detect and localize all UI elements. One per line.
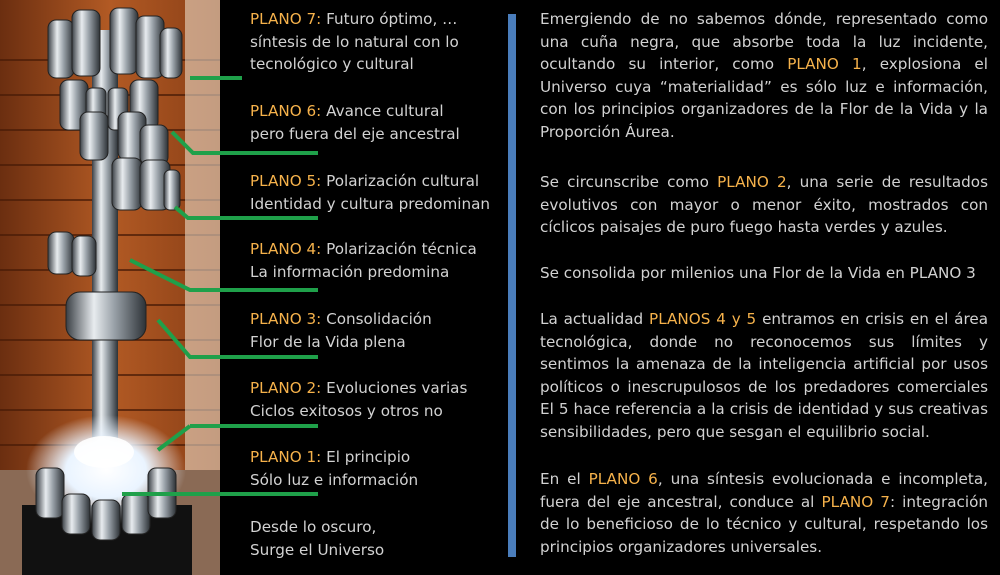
paragraph-text: Se circunscribe como [540, 173, 718, 191]
vertical-divider [508, 14, 516, 557]
highlight-text: PLANO 2 [717, 173, 787, 191]
paragraph-plano-2 [540, 171, 988, 239]
highlight-text: PLANO 1 [787, 55, 862, 73]
paragraph-plano-1 [540, 8, 988, 143]
label-line: Ciclos exitosos y otros no [250, 401, 443, 420]
label-title: Avance cultural [321, 102, 444, 120]
plano-5-label [250, 170, 490, 215]
label-line: pero fuera del eje ancestral [250, 124, 460, 143]
label-title: Consolidación [321, 310, 432, 328]
label-line: Flor de la Vida plena [250, 332, 406, 351]
label-title: Polarización cultural [321, 172, 480, 190]
label-title: Futuro óptimo, … [321, 10, 458, 28]
paragraph-planos-6-7 [540, 468, 988, 558]
plano-number: PLANO 6: [250, 102, 322, 120]
paragraph-planos-4-5 [540, 308, 988, 443]
label-line: Desde lo oscuro, [250, 518, 377, 536]
label-line: Identidad y cultura predominan [250, 194, 491, 213]
plano-3-label [250, 308, 432, 353]
plano-number: PLANO 1: [250, 448, 322, 466]
paragraph-plano-3 [540, 262, 988, 285]
highlight-text: PLANOS 4 y 5 [649, 310, 757, 328]
paragraph-text: Emergiendo de no sabemos dónde, representado como una cuña negra, que absorbe toda la luz incidente, ocultando su interior, como [540, 10, 988, 73]
plano-7-label [250, 8, 459, 76]
paragraph-text: , una síntesis evolucionada e incompleta, fuera del eje ancestral, conduce al [540, 470, 988, 511]
label-title: Polarización técnica [321, 240, 477, 258]
label-line: Sólo luz e información [250, 470, 419, 489]
plano-number: PLANO 2: [250, 379, 322, 397]
paragraph-text: , una serie de resultados evolutivos con mayor o menor éxito, mostrados con cíclicos paisajes de puro fuego hasta verdes y azules. [540, 173, 988, 236]
sculpture-photo [0, 0, 220, 575]
label-title: El principio [321, 448, 411, 466]
plano-number: PLANO 4: [250, 240, 322, 258]
plano-number: PLANO 5: [250, 172, 322, 190]
paragraph-text: entramos en crisis en el área tecnológica, donde no reconocemos sus límites y sentimos la amenaza de la inteligencia artificial por usos políticos o inescrupulosos de los predadores comerciales El 5 hace referencia a la crisis de identidad y sus creativas sensibilidades, pero que sesgan el equilibrio social. [540, 310, 988, 441]
origin-label [250, 516, 384, 561]
label-title: Evoluciones varias [321, 379, 468, 397]
paragraph-text: Se consolida por milenios una Flor de la Vida en PLANO 3 [540, 264, 976, 282]
paragraph-text: : integración de lo beneficioso de lo técnico y cultural, respetando los principios organizadores universales. [540, 492, 988, 556]
highlight-text: PLANO 7 [821, 492, 890, 511]
plano-number: PLANO 3: [250, 310, 322, 328]
plano-1-label [250, 446, 418, 491]
plano-6-label [250, 100, 460, 145]
label-line: síntesis de lo natural con lo [250, 32, 459, 51]
highlight-text: PLANO 6 [588, 470, 658, 488]
label-line: tecnológico y cultural [250, 55, 414, 73]
plano-2-label [250, 377, 467, 422]
plano-4-label [250, 238, 477, 283]
paragraph-text: En el [540, 470, 589, 488]
paragraph-text: La actualidad [540, 310, 650, 328]
label-line: Surge el Universo [250, 540, 385, 559]
paragraph-text: , explosiona el Universo cuya “materialidad” es sólo luz e información, con los principios organizadores de la Flor de la Vida y la Proporción Áurea. [540, 55, 988, 141]
label-line: La información predomina [250, 262, 450, 281]
plano-number: PLANO 7: [250, 10, 322, 28]
